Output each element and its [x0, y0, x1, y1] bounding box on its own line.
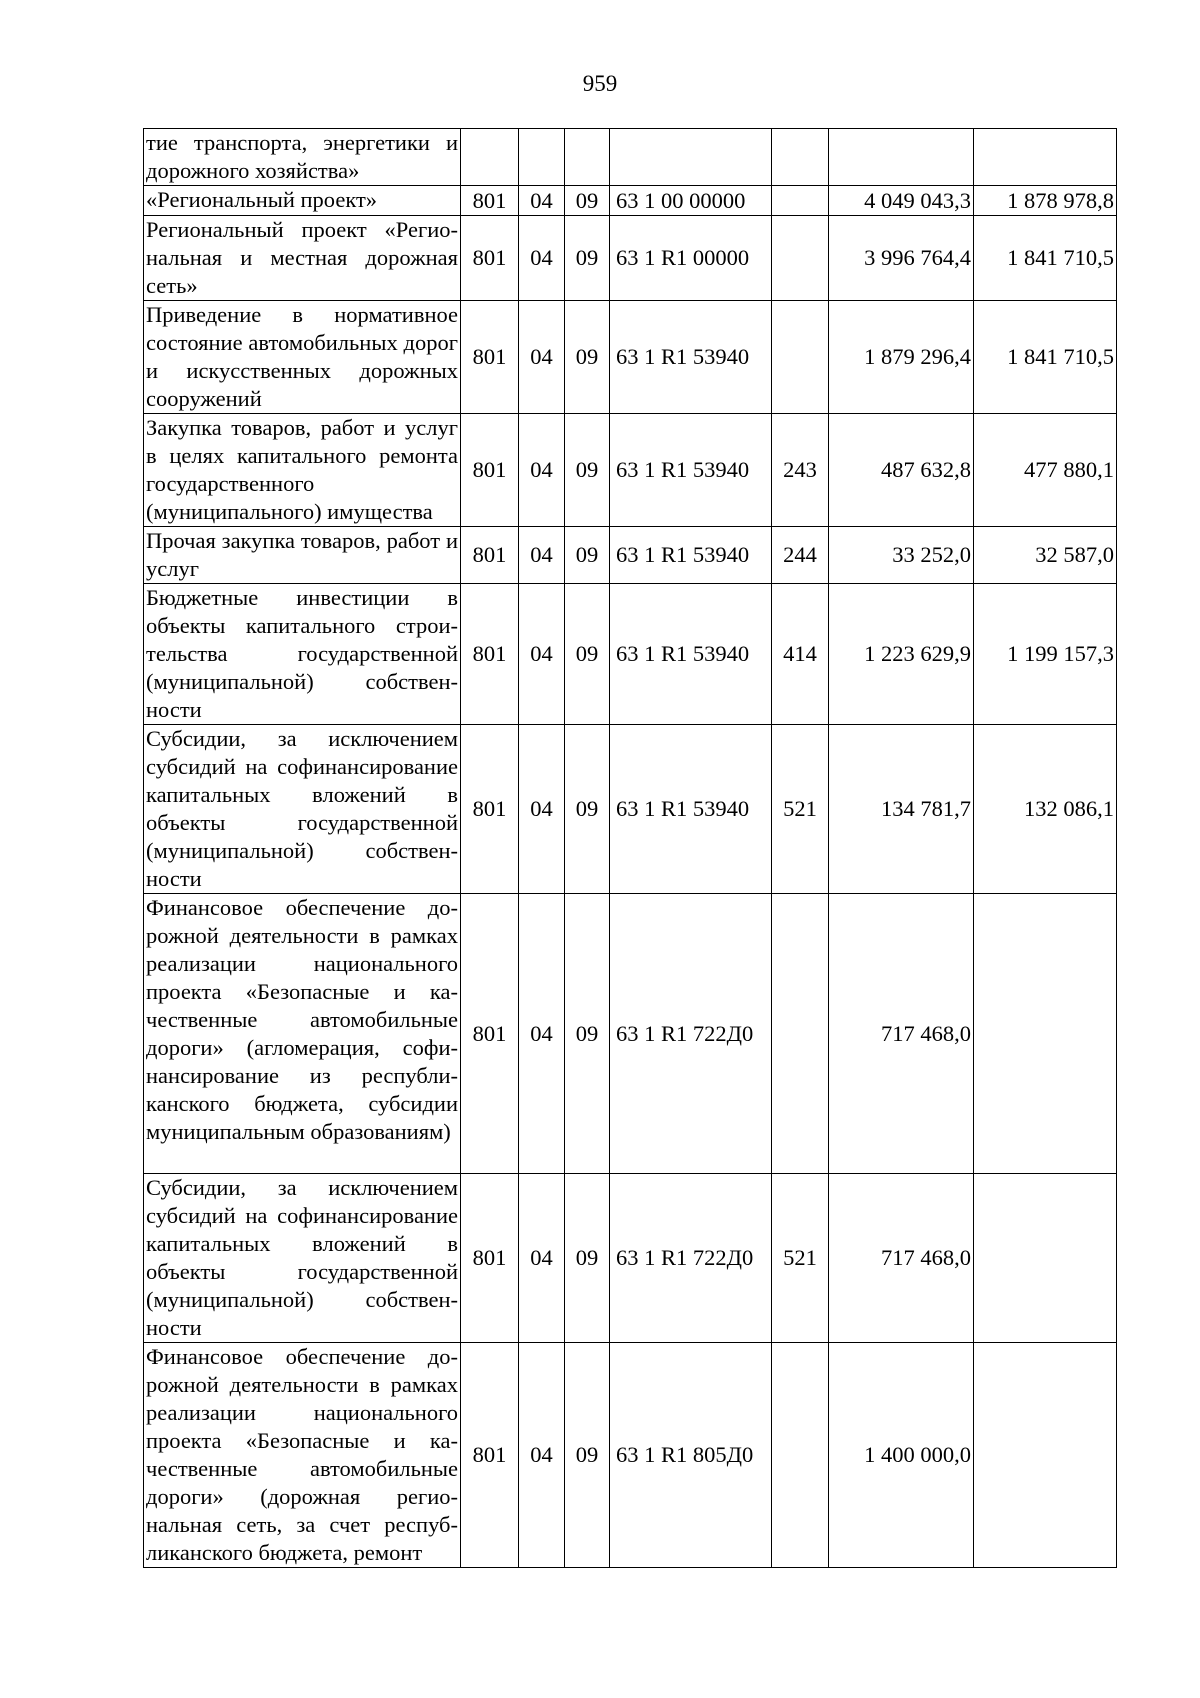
cell-amount-2: 1 878 978,8	[974, 186, 1117, 216]
cell-item-name: Субсидии, за исключением субсидий на софинансирование капитальных вложений в объекты государственной (муниципальной) собственности	[144, 725, 461, 894]
cell-amount-1: 3 996 764,4	[829, 216, 974, 301]
cell-expense-type	[772, 1343, 829, 1568]
cell-target-code	[610, 129, 772, 186]
cell-target-code: 63 1 R1 53940	[610, 301, 772, 414]
cell-amount-1: 33 252,0	[829, 527, 974, 584]
cell-subsection-code: 09	[565, 216, 610, 301]
cell-item-name: Закупка товаров, работ и услуг в целях капитального ремонта государственного (муниципального) имущества	[144, 414, 461, 527]
budget-table	[143, 128, 1117, 1568]
cell-expense-type	[772, 216, 829, 301]
cell-section-code: 04	[519, 186, 565, 216]
cell-ministry-code: 801	[461, 725, 519, 894]
cell-expense-type: 521	[772, 1174, 829, 1343]
table-row	[144, 186, 1117, 216]
cell-amount-2: 1 841 710,5	[974, 216, 1117, 301]
table-row	[144, 1343, 1117, 1568]
cell-item-name: Финансовое обеспечение дорожной деятельности в рамках реализации национального проекта «Безопасные и качественные автомобильные дороги» (дорожная региональная сеть, за счет республиканского бюджета, ремонт	[144, 1343, 461, 1568]
cell-item-name: Приведение в нормативное состояние автомобильных дорог и искусственных дорожных сооружений	[144, 301, 461, 414]
cell-amount-1: 717 468,0	[829, 1174, 974, 1343]
cell-amount-1: 134 781,7	[829, 725, 974, 894]
cell-item-name: Бюджетные инвестиции в объекты капитального строительства государственной (муниципальной) собственности	[144, 584, 461, 725]
cell-subsection-code: 09	[565, 414, 610, 527]
cell-section-code: 04	[519, 301, 565, 414]
cell-amount-2: 32 587,0	[974, 527, 1117, 584]
cell-amount-2: 477 880,1	[974, 414, 1117, 527]
cell-amount-1	[829, 129, 974, 186]
cell-section-code: 04	[519, 216, 565, 301]
cell-subsection-code: 09	[565, 584, 610, 725]
cell-subsection-code: 09	[565, 527, 610, 584]
cell-section-code: 04	[519, 725, 565, 894]
cell-expense-type: 521	[772, 725, 829, 894]
cell-item-name: Региональный проект «Региональная и местная дорожная сеть»	[144, 216, 461, 301]
table-row	[144, 894, 1117, 1174]
cell-section-code: 04	[519, 527, 565, 584]
cell-amount-2: 1 841 710,5	[974, 301, 1117, 414]
cell-section-code: 04	[519, 414, 565, 527]
cell-subsection-code: 09	[565, 301, 610, 414]
cell-target-code: 63 1 R1 722Д0	[610, 1174, 772, 1343]
cell-section-code	[519, 129, 565, 186]
cell-amount-1: 1 400 000,0	[829, 1343, 974, 1568]
table-row	[144, 1174, 1117, 1343]
cell-expense-type: 244	[772, 527, 829, 584]
cell-item-name: Финансовое обеспечение дорожной деятельности в рамках реализации национального проекта «Безопасные и качественные автомобильные дороги» (агломерация, софинансирование из республиканского бюджета, субсидии муниципальным образованиям)	[144, 894, 461, 1174]
cell-target-code: 63 1 R1 53940	[610, 725, 772, 894]
cell-expense-type: 243	[772, 414, 829, 527]
cell-subsection-code: 09	[565, 1174, 610, 1343]
cell-ministry-code: 801	[461, 527, 519, 584]
page-number: 959	[582, 71, 618, 96]
cell-amount-1: 4 049 043,3	[829, 186, 974, 216]
cell-target-code: 63 1 R1 53940	[610, 414, 772, 527]
cell-section-code: 04	[519, 1343, 565, 1568]
cell-amount-2	[974, 1174, 1117, 1343]
cell-ministry-code: 801	[461, 216, 519, 301]
cell-ministry-code: 801	[461, 584, 519, 725]
cell-amount-1: 487 632,8	[829, 414, 974, 527]
cell-subsection-code: 09	[565, 186, 610, 216]
table-row	[144, 725, 1117, 894]
cell-target-code: 63 1 R1 805Д0	[610, 1343, 772, 1568]
cell-ministry-code: 801	[461, 186, 519, 216]
cell-target-code: 63 1 00 00000	[610, 186, 772, 216]
table-row	[144, 527, 1117, 584]
cell-target-code: 63 1 R1 53940	[610, 527, 772, 584]
cell-expense-type: 414	[772, 584, 829, 725]
table-row	[144, 129, 1117, 186]
cell-amount-2	[974, 1343, 1117, 1568]
cell-ministry-code: 801	[461, 414, 519, 527]
cell-ministry-code	[461, 129, 519, 186]
cell-item-name: «Региональный проект»	[144, 186, 461, 216]
table-row	[144, 584, 1117, 725]
cell-subsection-code: 09	[565, 894, 610, 1174]
cell-subsection-code: 09	[565, 1343, 610, 1568]
cell-item-name: Субсидии, за исключением субсидий на софинансирование капитальных вложений в объекты государственной (муниципальной) собственности	[144, 1174, 461, 1343]
cell-target-code: 63 1 R1 53940	[610, 584, 772, 725]
cell-expense-type	[772, 186, 829, 216]
cell-amount-1: 1 879 296,4	[829, 301, 974, 414]
cell-subsection-code	[565, 129, 610, 186]
cell-amount-1: 1 223 629,9	[829, 584, 974, 725]
cell-target-code: 63 1 R1 00000	[610, 216, 772, 301]
cell-section-code: 04	[519, 894, 565, 1174]
table-row	[144, 301, 1117, 414]
cell-ministry-code: 801	[461, 1174, 519, 1343]
table-row	[144, 414, 1117, 527]
cell-target-code: 63 1 R1 722Д0	[610, 894, 772, 1174]
cell-amount-2	[974, 129, 1117, 186]
cell-ministry-code: 801	[461, 301, 519, 414]
cell-expense-type	[772, 129, 829, 186]
table-row	[144, 216, 1117, 301]
cell-amount-2: 132 086,1	[974, 725, 1117, 894]
cell-amount-1: 717 468,0	[829, 894, 974, 1174]
cell-subsection-code: 09	[565, 725, 610, 894]
cell-ministry-code: 801	[461, 1343, 519, 1568]
cell-expense-type	[772, 894, 829, 1174]
cell-item-name: Прочая закупка товаров, работ и услуг	[144, 527, 461, 584]
cell-ministry-code: 801	[461, 894, 519, 1174]
cell-expense-type	[772, 301, 829, 414]
cell-section-code: 04	[519, 1174, 565, 1343]
table-body	[144, 129, 1117, 1568]
cell-amount-2	[974, 894, 1117, 1174]
cell-section-code: 04	[519, 584, 565, 725]
cell-amount-2: 1 199 157,3	[974, 584, 1117, 725]
cell-item-name: тие транспорта, энергетики и дорожного хозяйства»	[144, 129, 461, 186]
